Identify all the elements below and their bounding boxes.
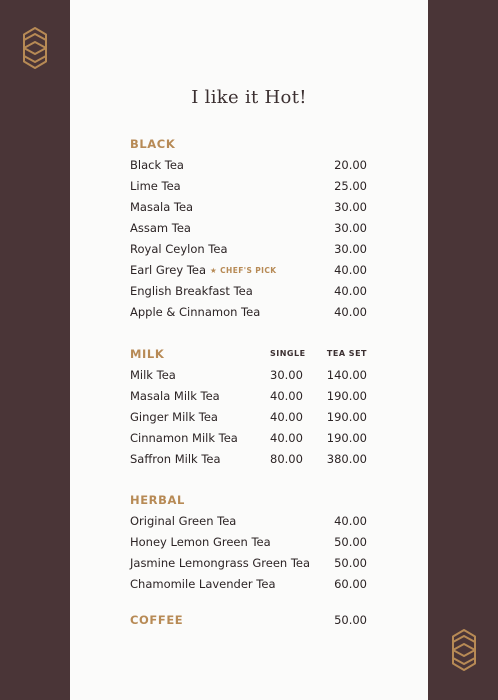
- item-price-single: 30.00: [270, 367, 303, 382]
- menu-item: [130, 552, 368, 573]
- item-price: 40.00: [334, 304, 367, 319]
- left-sidebar: [0, 0, 70, 700]
- column-header-single: SINGLE: [270, 349, 306, 358]
- menu-item: [130, 238, 368, 259]
- item-price-set: 190.00: [326, 388, 367, 403]
- menu-item: [130, 175, 368, 196]
- item-name: Masala Milk Tea: [130, 388, 220, 403]
- item-name: Original Green Tea: [130, 513, 237, 528]
- item-price-single: 40.00: [270, 430, 303, 445]
- item-price: 20.00: [334, 157, 367, 172]
- item-name: English Breakfast Tea: [130, 283, 253, 298]
- item-price: 50.00: [334, 555, 367, 570]
- menu-title: I like it Hot!: [191, 87, 307, 108]
- section-milk: [130, 344, 368, 469]
- section-heading-label: MILK: [130, 347, 165, 361]
- item-price-set: 380.00: [326, 451, 367, 466]
- item-price: 25.00: [334, 178, 367, 193]
- menu-item: [130, 301, 368, 322]
- item-name: Masala Tea: [130, 199, 194, 214]
- menu-item: [130, 154, 368, 175]
- item-price-single: 40.00: [270, 409, 303, 424]
- item-price-single: 40.00: [270, 388, 303, 403]
- menu-item: [130, 510, 368, 531]
- item-price: 40.00: [334, 262, 367, 277]
- menu-item: [130, 364, 368, 385]
- menu-item: [130, 385, 368, 406]
- item-name: Chamomile Lavender Tea: [130, 576, 276, 591]
- item-name: Ginger Milk Tea: [130, 409, 218, 424]
- menu-item: [130, 217, 368, 238]
- item-name: Saffron Milk Tea: [130, 451, 221, 466]
- item-price: 40.00: [334, 513, 367, 528]
- column-header-tea-set: TEA SET: [326, 349, 367, 358]
- menu-item: [130, 427, 368, 448]
- item-price-set: 190.00: [326, 430, 367, 445]
- section-heading: BLACK: [130, 137, 176, 151]
- section-coffee: [130, 610, 368, 630]
- item-name: Black Tea: [130, 157, 184, 172]
- menu-item: [130, 259, 368, 280]
- menu-page: [70, 0, 428, 700]
- section-heading: COFFEE: [130, 613, 184, 627]
- item-name: Jasmine Lemongrass Green Tea: [130, 555, 311, 570]
- item-price: 40.00: [334, 283, 367, 298]
- menu-item: [130, 280, 368, 301]
- menu-item: [130, 531, 368, 552]
- item-name: Milk Tea: [130, 367, 176, 382]
- item-price: 30.00: [334, 199, 367, 214]
- item-name: Apple & Cinnamon Tea: [130, 304, 261, 319]
- section-herbal: [130, 490, 368, 594]
- item-price: 50.00: [334, 613, 367, 627]
- item-name: Royal Ceylon Tea: [130, 241, 228, 256]
- hexagon-logo-icon: [22, 26, 48, 70]
- item-price-single: 80.00: [270, 451, 303, 466]
- right-sidebar: [428, 0, 498, 700]
- section-heading: HERBAL: [130, 493, 185, 507]
- menu-item: [130, 406, 368, 427]
- item-price: 30.00: [334, 241, 367, 256]
- menu-item: [130, 573, 368, 594]
- item-name: Honey Lemon Green Tea: [130, 534, 271, 549]
- item-name: Assam Tea: [130, 220, 191, 235]
- item-name: Earl Grey Tea: [130, 262, 207, 277]
- item-price: 60.00: [334, 576, 367, 591]
- item-price-set: 140.00: [326, 367, 367, 382]
- hexagon-logo-icon: [451, 628, 477, 672]
- section-black: [130, 134, 368, 322]
- item-price-set: 190.00: [326, 409, 367, 424]
- section-heading: [130, 344, 368, 364]
- item-name: Cinnamon Milk Tea: [130, 430, 238, 445]
- chefs-pick-badge: ★ CHEF'S PICK: [210, 265, 277, 275]
- item-name: Lime Tea: [130, 178, 181, 193]
- menu-item: [130, 448, 368, 469]
- menu-item: [130, 196, 368, 217]
- item-price: 50.00: [334, 534, 367, 549]
- item-price: 30.00: [334, 220, 367, 235]
